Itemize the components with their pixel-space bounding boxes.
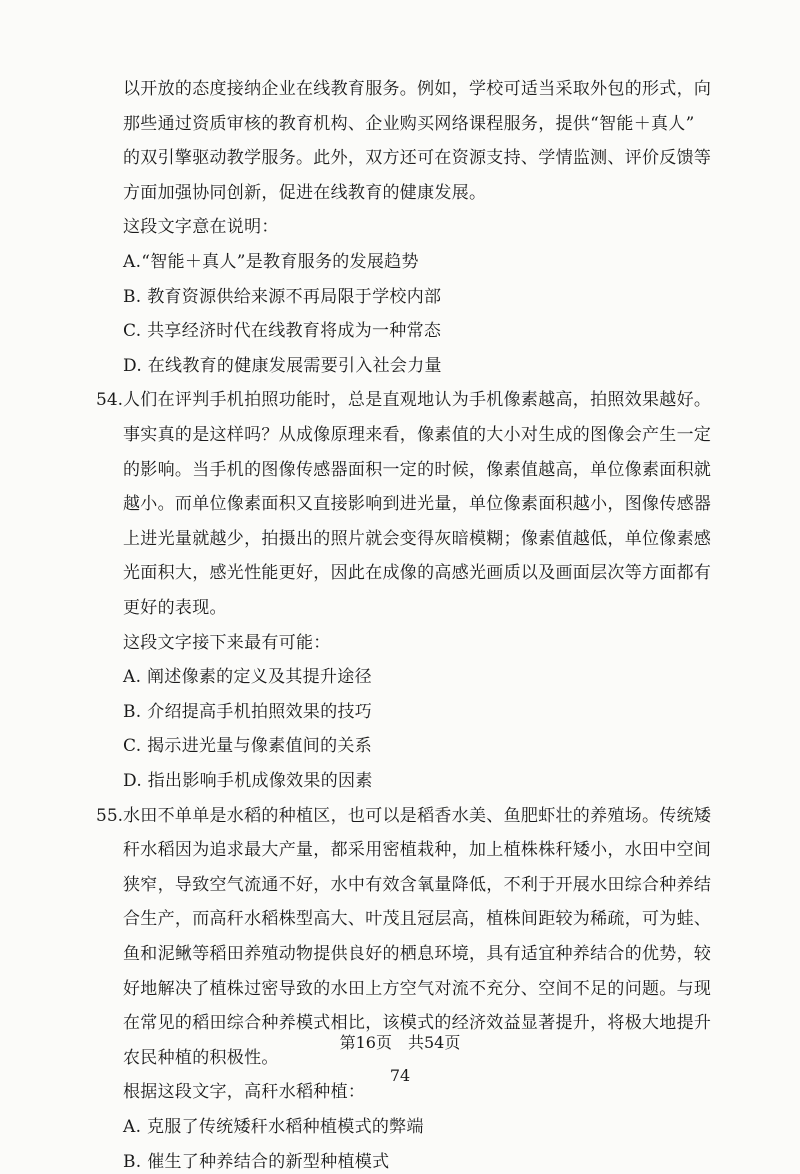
passage-line: 在常见的稻田综合种养模式相比，该模式的经济效益显著提升，将极大地提升 bbox=[123, 1013, 712, 1034]
q53-option-b: B. 教育资源供给来源不再局限于学校内部 bbox=[123, 286, 442, 307]
passage-line: 好地解决了植株过密导致的水田上方空气对流不充分、空间不足的问题。与现 bbox=[123, 978, 712, 999]
passage-line: 以开放的态度接纳企业在线教育服务。例如，学校可适当采取外包的形式，向 bbox=[123, 79, 712, 99]
q55-number: 55. bbox=[96, 805, 124, 826]
passage-line: 农民种植的积极性。 bbox=[123, 1047, 279, 1068]
q53-option-a: A.“智能＋真人”是教育服务的发展趋势 bbox=[123, 252, 419, 272]
q53-option-c: C. 共享经济时代在线教育将成为一种常态 bbox=[123, 321, 442, 342]
passage-line: 光面积大，感光性能更好，因此在成像的高感光画质以及画面层次等方面都有 bbox=[123, 563, 712, 584]
passage-line: 越小。而单位像素面积又直接影响到进光量，单位像素面积越小，图像传感器 bbox=[123, 494, 712, 515]
q54-number: 54. bbox=[96, 390, 124, 411]
page-indicator: 第16页 共54页 bbox=[339, 1033, 461, 1052]
passage-line: 更好的表现。 bbox=[123, 598, 227, 618]
passage-line: 上进光量就越少，拍摄出的照片就会变得灰暗模糊；像素值越低，单位像素感 bbox=[123, 528, 712, 549]
passage-line: 那些通过资质审核的教育机构、企业购买网络课程服务，提供“智能＋真人” bbox=[123, 113, 695, 134]
q54-option-d: D. 指出影响手机成像效果的因素 bbox=[123, 771, 373, 791]
passage-line: 鱼和泥鳅等稻田养殖动物提供良好的栖息环境，具有适宜种养结合的优势，较 bbox=[123, 944, 712, 964]
q54-option-c: C. 揭示进光量与像素值间的关系 bbox=[123, 736, 373, 757]
passage-line: 方面加强协同创新，促进在线教育的健康发展。 bbox=[123, 182, 487, 203]
q54-option-b: B. 介绍提高手机拍照效果的技巧 bbox=[123, 701, 373, 722]
q54-option-a: A. 阐述像素的定义及其提升途径 bbox=[123, 667, 372, 688]
q53-prompt: 这段文字意在说明： bbox=[123, 217, 279, 238]
passage-line: 的双引擎驱动教学服务。此外，双方还可在资源支持、学情监测、评价反馈等 bbox=[123, 148, 712, 169]
q55-prompt: 根据这段文字，高秆水稻种植： bbox=[123, 1082, 366, 1103]
q54-prompt: 这段文字接下来最有可能： bbox=[123, 632, 331, 653]
passage-line: 的影响。当手机的图像传感器面积一定的时候，像素值越高，单位像素面积就 bbox=[123, 459, 712, 480]
passage-line: 秆水稻因为追求最大产量，都采用密植栽种，加上植株株秆矮小，水田中空间 bbox=[123, 840, 712, 861]
passage-line: 事实真的是这样吗？从成像原理来看，像素值的大小对生成的图像会产生一定 bbox=[123, 425, 712, 445]
passage-line: 人们在评判手机拍照功能时，总是直观地认为手机像素越高，拍照效果越好。 bbox=[123, 390, 712, 411]
q55-option-a: A. 克服了传统矮秆水稻种植模式的弊端 bbox=[123, 1117, 424, 1137]
page-number: 74 bbox=[389, 1066, 411, 1085]
passage-line: 狭窄，导致空气流通不好，水中有效含氧量降低，不利于开展水田综合种养结 bbox=[123, 874, 712, 895]
passage-line: 水田不单单是水稻的种植区，也可以是稻香水美、鱼肥虾壮的养殖场。传统矮 bbox=[123, 805, 712, 826]
q55-option-b: B. 催生了种养结合的新型种植模式 bbox=[123, 1151, 390, 1172]
passage-line: 合生产，而高秆水稻株型高大、叶茂且冠层高，植株间距较为稀疏，可为蛙、 bbox=[123, 909, 712, 930]
q53-option-d: D. 在线教育的健康发展需要引入社会力量 bbox=[123, 355, 442, 376]
